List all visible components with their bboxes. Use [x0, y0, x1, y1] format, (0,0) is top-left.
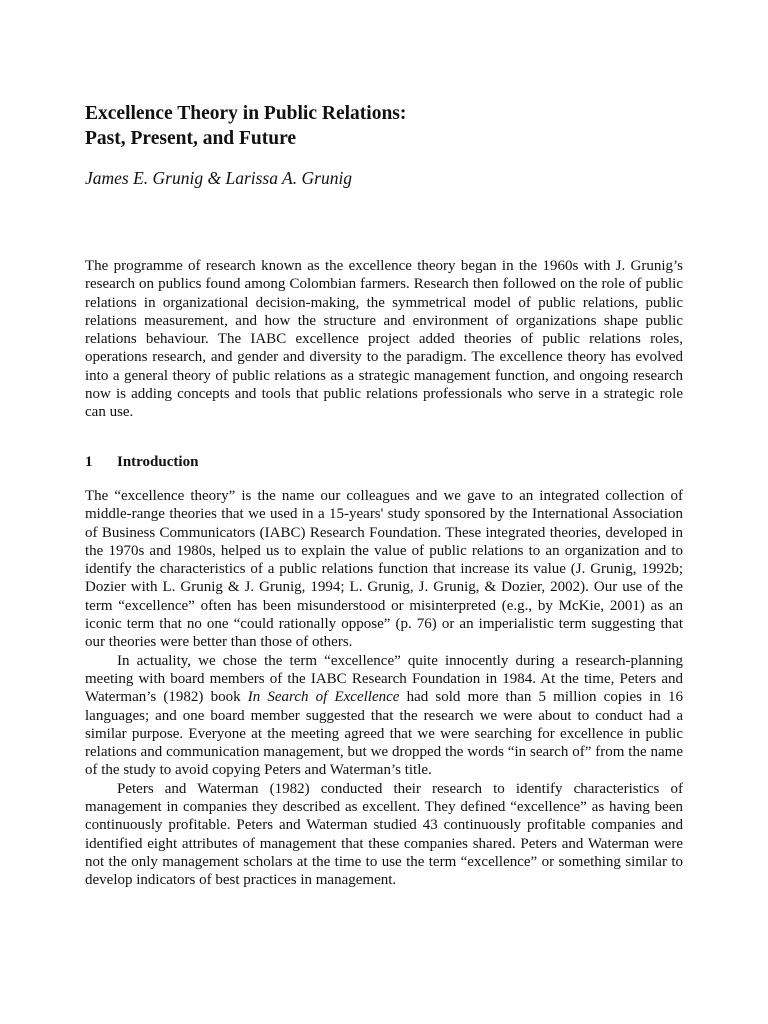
body-text — [85, 487, 683, 890]
book-title: In Search of Excellence — [247, 689, 400, 706]
paragraph-2-text-before: In actuality, we chose the term “excellence” quite innocently during a research-planning meeting with board members of the IABC Research Foundation in 1984. At the time, Peters and Waterman’s (1982) book — [85, 652, 683, 706]
paper-authors: James E. Grunig & Larissa A. Grunig — [85, 168, 353, 188]
paragraph-2-text-after: had sold more than 5 million copies in 16 languages; and one board member suggested that the research we were about to conduct had a similar purpose. Everyone at the meeting agreed that we were searching for excellence in public relations and communication management, but we dropped the words “in search of” from the name of the study to avoid copying Peters and Waterman’s title. — [85, 689, 683, 779]
abstract: The programme of research known as the excellence theory began in the 1960s with J. Grunig’s research on publics found among Colombian farmers. Research then followed on the role of public relations in organizational decision-making, the symmetrical model of public relations, public relations measurement, and how the structure and environment of organizations shape public relations behaviour. The IABC excellence project added theories of public relations roles, operations research, and gender and diversity to the paradigm. The excellence theory has evolved into a general theory of public relations as a strategic management function, and ongoing research now is adding concepts and tools that public relations professionals who serve in a strategic role can use. — [85, 258, 683, 421]
paragraph-3: Peters and Waterman (1982) conducted their research to identify characteristics of management in companies they described as excellent. They defined “excellence” as having been continuously profitable. Peters and Waterman studied 43 continuously profitable companies and identified eight attributes of management that these companies shared. Peters and Waterman were not the only management scholars at the time to use the term “excellence” or something similar to develop indicators of best practices in management. — [85, 780, 683, 889]
paragraph-1: The “excellence theory” is the name our colleagues and we gave to an integrated collection of middle-range theories that we used in a 15-years' study sponsored by the International Association of Business Communicators (IABC) Research Foundation. These integrated theories, developed in the 1970s and 1980s, helped us to explain the value of public relations to an organization and to identify the characteristics of a public relations function that increase its value (J. Grunig, 1992b; Dozier with L. Grunig & J. Grunig, 1994; L. Grunig, J. Grunig, & Dozier, 2002). Our use of the term “excellence” often has been misunderstood or misinterpreted (e.g., by McKie, 2001) as an iconic term that no one “could rationally oppose” (p. 76) or an imperialistic term suggesting that our theories were better than those of others. — [85, 488, 683, 651]
section-number: 1 — [85, 454, 93, 470]
section-heading-introduction — [85, 452, 198, 472]
section-title: Introduction — [117, 454, 199, 470]
paper-title-line-2: Past, Present, and Future — [85, 128, 297, 149]
paper-title-line-1: Excellence Theory in Public Relations: — [85, 103, 407, 124]
paragraph-2 — [85, 652, 683, 780]
paper-title — [85, 101, 406, 151]
